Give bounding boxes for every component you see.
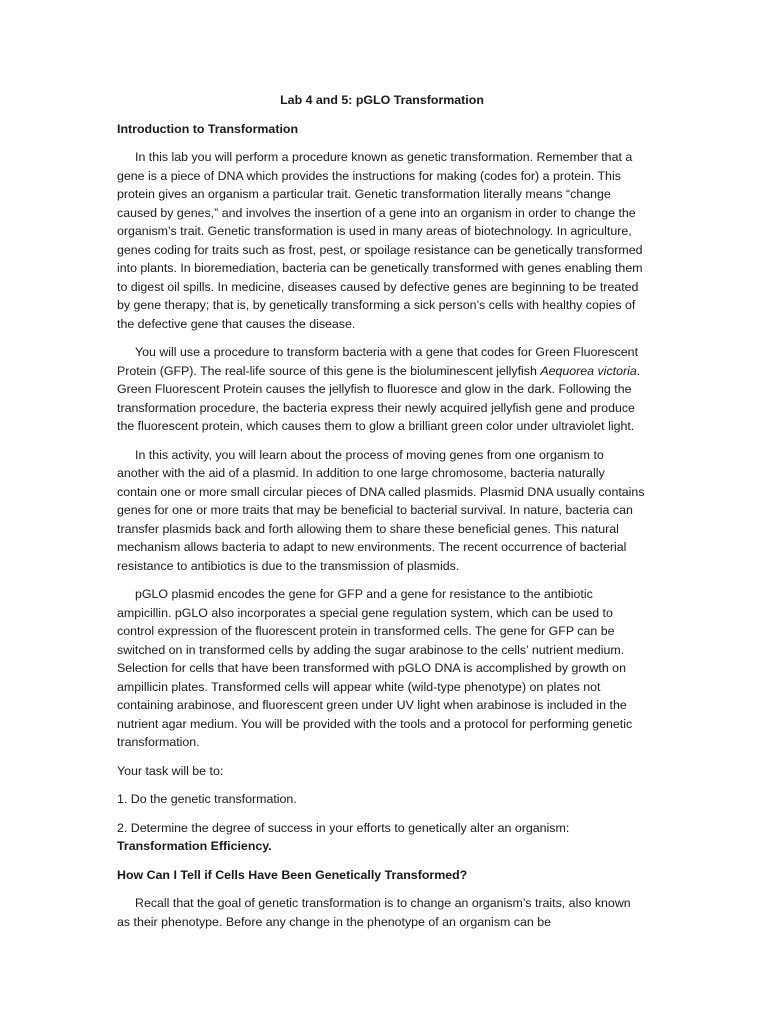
paragraph-gfp (117, 343, 647, 436)
paragraph-gfp-text-end: . Green Fluorescent Protein causes the jellyfish to fluoresce and glow in the dark. Following the transformation procedure, the bacteria express their newly acquired jellyfish gene and produce the fluorescent protein, which causes them to glow a brilliant green color under ultraviolet light. (117, 363, 641, 433)
paragraph-intro: In this lab you will perform a procedure known as genetic transformation. Remember that a gene is a piece of DNA which provides the instructions for making (codes for) a protein. This protein gives an organism a particular trait. Genetic transformation literally means “change caused by genes,” and involves the insertion of a gene into an organism in order to change the organism’s trait. Genetic transformation is used in many areas of biotechnology. In agriculture, genes coding for traits such as frost, pest, or spoilage resistance can be genetically transformed into plants. In bioremediation, bacteria can be genetically transformed with genes enabling them to digest oil spills. In medicine, diseases caused by defective genes are beginning to be treated by gene therapy; that is, by genetically transforming a sick person’s cells with healthy copies of the defective gene that causes the disease. (117, 150, 643, 331)
paragraph-phenotype: Recall that the goal of genetic transformation is to change an organism’s traits, also known as their phenotype. Before any change in the phenotype of an organism can be (117, 896, 631, 929)
section-heading-transformed-cells: How Can I Tell if Cells Have Been Genetically Transformed? (117, 867, 468, 882)
task-item-2-bold: Transformation Efficiency. (117, 839, 272, 853)
task-item-2-text: 2. Determine the degree of success in your efforts to genetically alter an organism: (117, 820, 570, 835)
task-intro: Your task will be to: (117, 763, 224, 778)
task-item-2 (117, 819, 647, 856)
paragraph-pglo: pGLO plasmid encodes the gene for GFP and a gene for resistance to the antibiotic ampicillin. pGLO also incorporates a special gene regulation system, which can be used to control expression of the fluorescent protein in transformed cells. The gene for GFP can be switched on in transformed cells by adding the sugar arabinose to the cells’ nutrient medium. Selection for cells that have been transformed with pGLO DNA is accomplished by growth on ampillicin plates. Transformed cells will appear white (wild-type phenotype) on plates not containing arabinose, and fluorescent green under UV light when arabinose is included in the nutrient agar medium. You will be provided with the tools and a protocol for performing genetic transformation. (117, 587, 633, 749)
paragraph-gfp-text-start: You will use a procedure to transform bacteria with a gene that codes for Green Fluorescent Protein (GFP). The real-life source of this gene is the bioluminescent jellyfish (117, 345, 639, 378)
paragraph-plasmids: In this activity, you will learn about the process of moving genes from one organism to another with the aid of a plasmid. In addition to one large chromosome, bacteria naturally contain one or more small circular pieces of DNA called plasmids. Plasmid DNA usually contains genes for one or more traits that may be beneficial to bacterial survival. In nature, bacteria can transfer plasmids back and forth allowing them to share these beneficial genes. This natural mechanism allows bacteria to adapt to new environments. The recent occurrence of bacterial resistance to antibiotics is due to the transmission of plasmids. (117, 447, 645, 573)
document-body (117, 91, 647, 941)
document-title: Lab 4 and 5: pGLO Transformation (280, 93, 484, 107)
species-name: Aequorea victoria (540, 363, 637, 378)
section-heading-introduction: Introduction to Transformation (117, 121, 299, 136)
task-item-1: 1. Do the genetic transformation. (117, 792, 297, 806)
